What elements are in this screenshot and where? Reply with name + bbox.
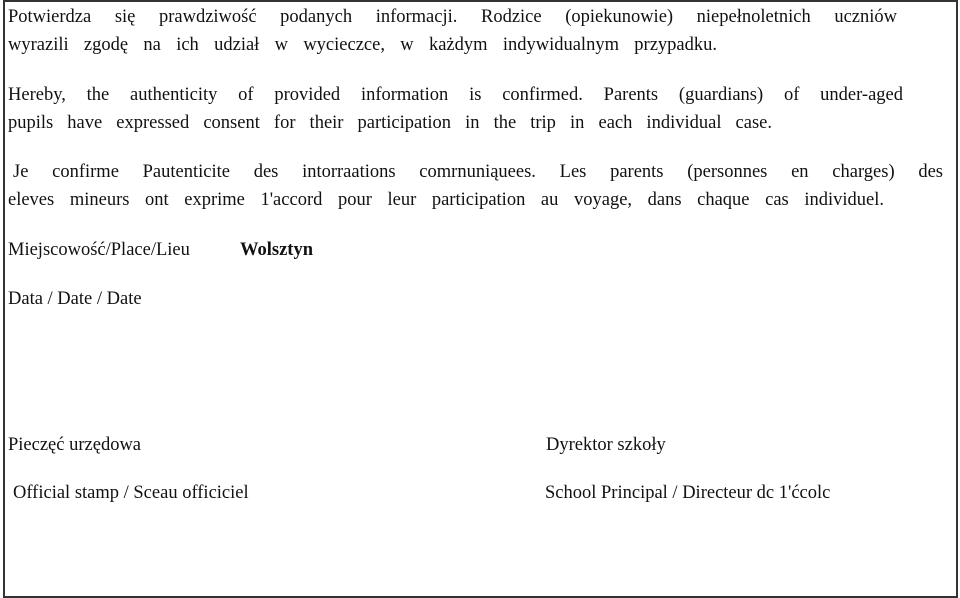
principal-label-pl: Dyrektor szkoły (546, 435, 666, 455)
french-statement-line-2: eleves mineurs ont exprime 1'accord pour leur participation au voyage, dans chaque cas individuel. (8, 190, 884, 210)
english-statement-line-2: pupils have expressed consent for their participation in the trip in each individual case. (8, 113, 772, 133)
principal-label-en-fr: School Principal / Directeur dc 1'ćcolc (545, 483, 831, 503)
place-value: Wolsztyn (240, 240, 313, 260)
date-label: Data / Date / Date (8, 289, 142, 309)
french-statement-line-1: Je confirme Pautenticite des intorraations comrnuniąuees. Les parents (personnes en charges) des (13, 162, 943, 182)
polish-statement-line-2: wyrazili zgodę na ich udział w wycieczce, w każdym indywidualnym przypadku. (8, 35, 717, 55)
stamp-label-en-fr: Official stamp / Sceau officiciel (13, 483, 249, 503)
english-statement-line-1: Hereby, the authenticity of provided information is confirmed. Parents (guardians) of under-aged (8, 85, 903, 105)
place-label: Miejscowość/Place/Lieu (8, 240, 190, 260)
polish-statement-line-1: Potwierdza się prawdziwość podanych informacji. Rodzice (opiekunowie) niepełnoletnich uczniów (8, 7, 897, 27)
stamp-label-pl: Pieczęć urzędowa (8, 435, 142, 455)
